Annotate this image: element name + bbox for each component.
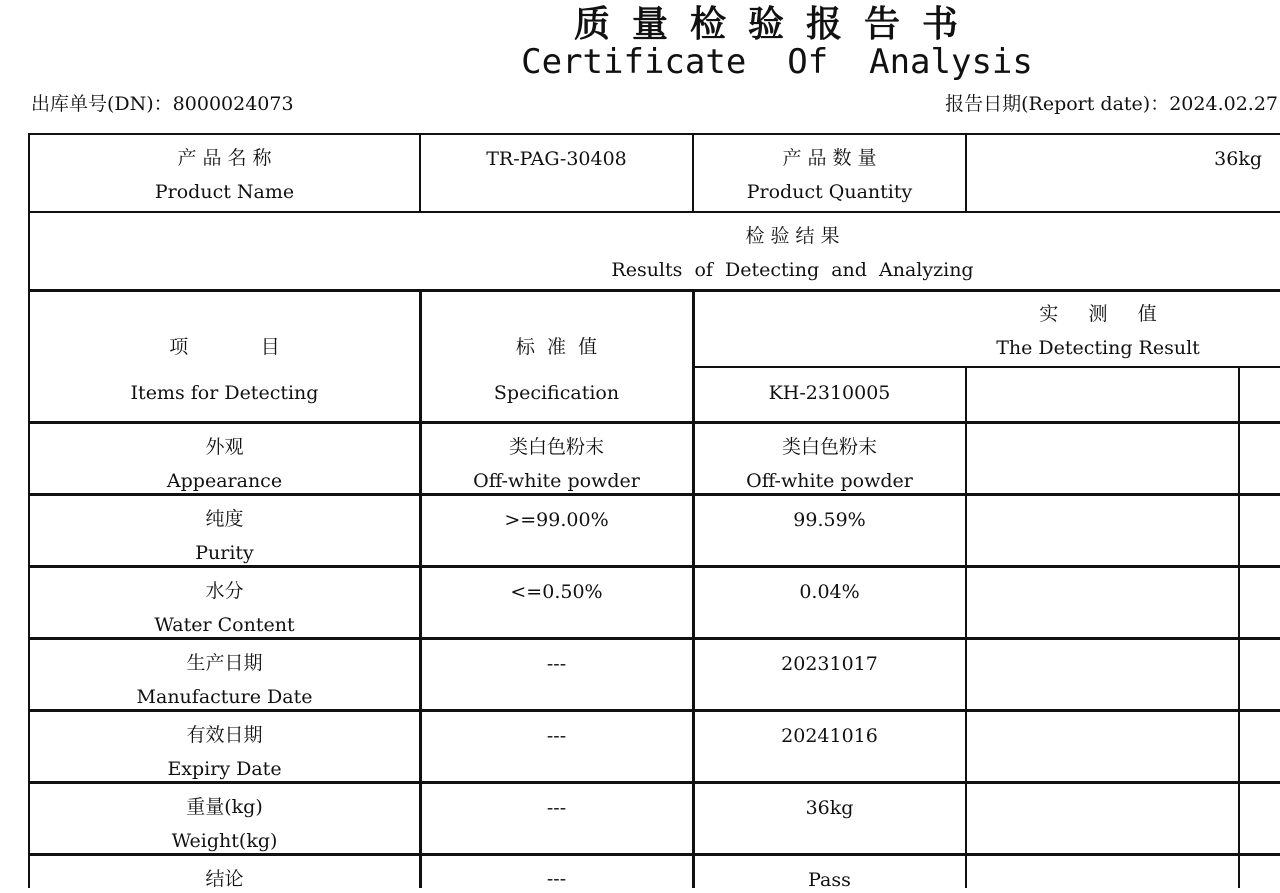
item-cn: 外观 [205, 436, 244, 458]
result-header-en: The Detecting Result [996, 337, 1200, 359]
product-qty-label-en: Product Quantity [746, 181, 913, 203]
spec-value: <=0.50% [510, 581, 603, 603]
spec-value: >=99.00% [504, 509, 609, 531]
result-value: 20231017 [781, 653, 878, 675]
product-qty-value: 36kg [1214, 148, 1262, 170]
product-name-label-cn: 产 品 名 称 [177, 147, 272, 169]
spec-value: --- [546, 725, 567, 747]
item-en: Manufacture Date [136, 686, 313, 708]
product-name-label-en: Product Name [154, 181, 295, 203]
items-header-en: Items for Detecting [130, 382, 319, 404]
delivery-number: 出库单号(DN)：8000024073 [31, 93, 294, 115]
spec-value: --- [546, 868, 567, 890]
results-heading-en: Results of Detecting and Analyzing [611, 259, 974, 281]
product-qty-label-cn: 产 品 数 量 [782, 147, 877, 169]
report-title-cn: 质量检验报告书 [573, 3, 980, 45]
spec-value: --- [546, 653, 567, 675]
result-header-cn: 实 测 值 [1039, 303, 1157, 325]
item-cn: 纯度 [205, 508, 244, 530]
item-en: Water Content [154, 614, 295, 636]
item-en: Purity [195, 542, 254, 564]
items-header-cn: 项 目 [169, 336, 280, 358]
item-en: Appearance [166, 470, 283, 492]
spec-header-en: Specification [493, 382, 620, 404]
result-value-en: Off-white powder [746, 470, 913, 492]
spec-value: --- [546, 797, 567, 819]
spec-header-cn: 标 准 值 [515, 336, 598, 358]
item-cn: 结论 [205, 868, 244, 890]
result-value: 0.04% [799, 581, 860, 603]
item-cn: 生产日期 [186, 652, 263, 674]
item-cn: 重量(kg) [186, 796, 263, 818]
report-title-en: Certificate Of Analysis [521, 42, 1033, 82]
report-date: 报告日期(Report date)：2024.02.27 [945, 93, 1278, 115]
result-value: 99.59% [793, 509, 866, 531]
result-value: 20241016 [781, 725, 878, 747]
result-value: 类白色粉末 [781, 436, 877, 458]
results-heading-cn: 检 验 结 果 [745, 225, 840, 247]
product-name-value: TR-PAG-30408 [486, 148, 627, 170]
spec-value-en: Off-white powder [473, 470, 640, 492]
item-cn: 水分 [205, 580, 244, 602]
batch-number: KH-2310005 [768, 382, 891, 404]
spec-value: 类白色粉末 [508, 436, 604, 458]
result-value: Pass [808, 869, 851, 891]
item-en: Weight(kg) [171, 830, 278, 852]
result-value: 36kg [805, 797, 854, 819]
item-cn: 有效日期 [186, 724, 263, 746]
item-en: Expiry Date [167, 758, 282, 780]
